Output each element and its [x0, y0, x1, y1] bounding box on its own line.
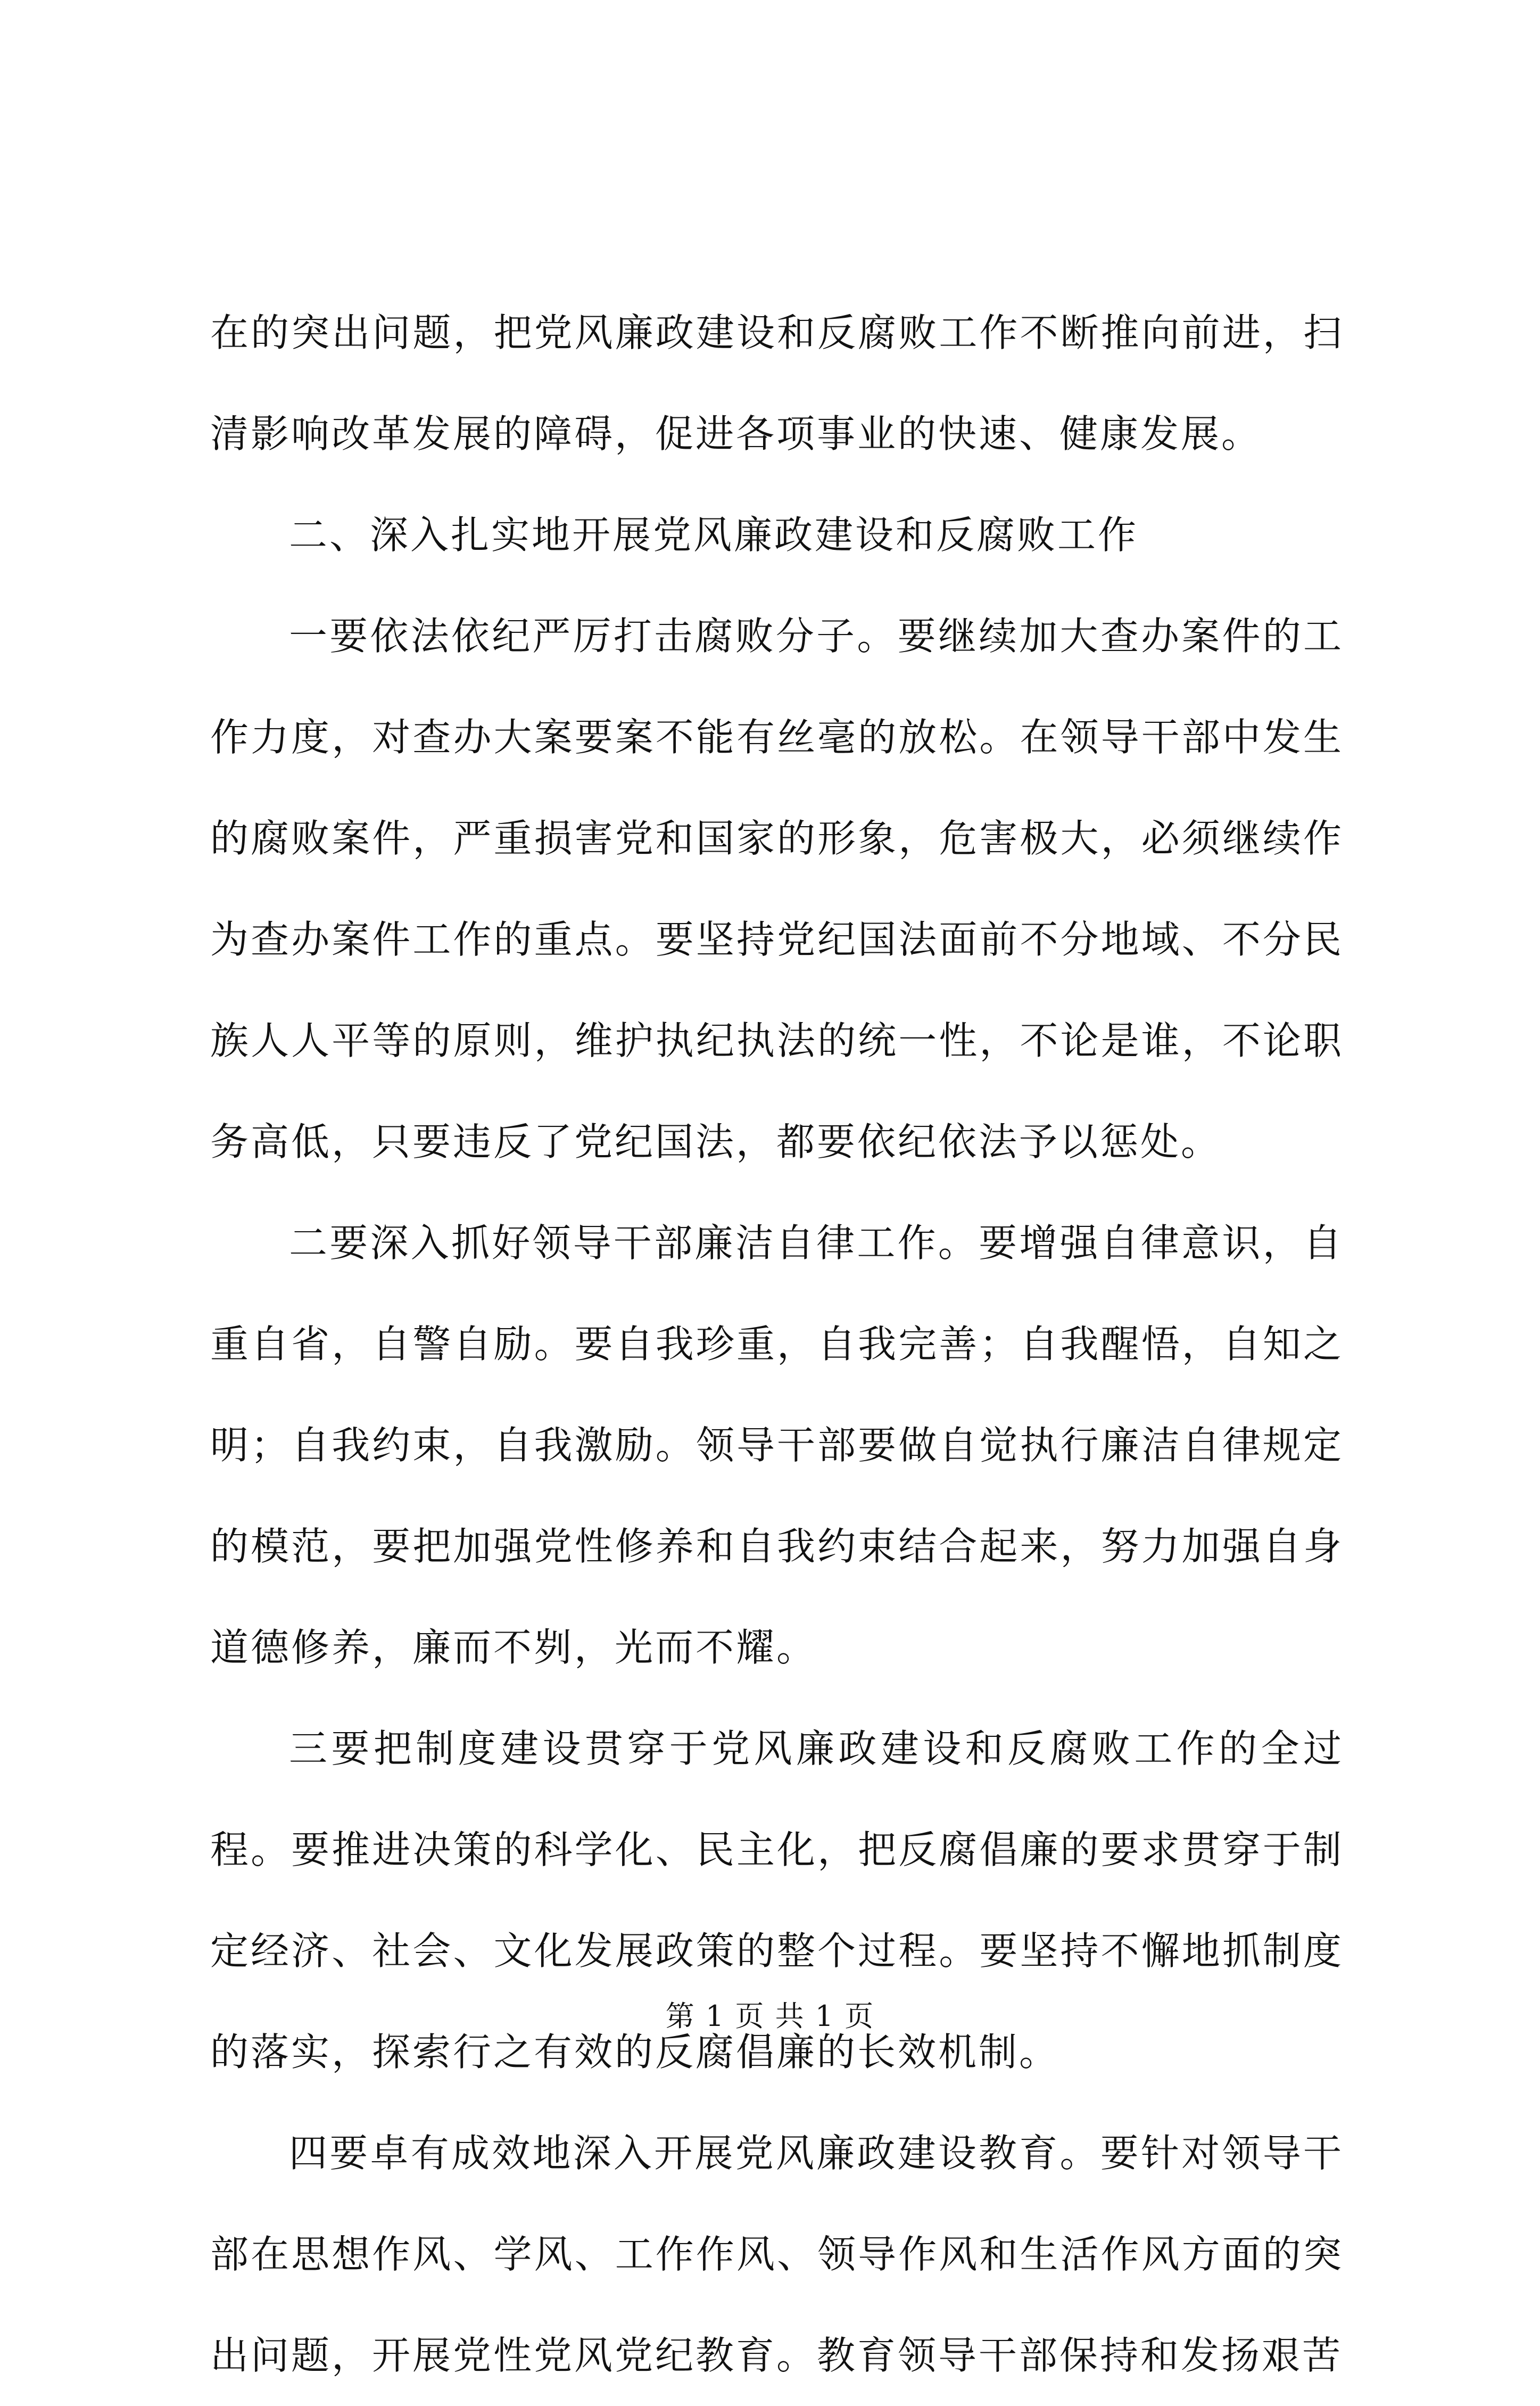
- paragraph-point-four: 四要卓有成效地深入开展党风廉政建设教育。要针对领导干部在思想作风、学风、工作作风、领导作风和生活作风方面的突出问题，开展党性党风党纪教育。教育领导干部保持和发扬艰苦: [210, 2131, 1344, 2378]
- paragraph-point-three: 三要把制度建设贯穿于党风廉政建设和反腐败工作的全过程。要推进决策的科学化、民主化，把反腐倡廉的要求贯穿于制定经济、社会、文化发展政策的整个过程。要坚持不懈地抓制度的落实，探索行之有效的反腐倡廉的长效机制。: [210, 1726, 1344, 2074]
- page-footer: 第 1 页 共 1 页: [665, 1999, 875, 2033]
- paragraph-point-one: 一要依法依纪严厉打击腐败分子。要继续加大查办案件的工作力度，对查办大案要案不能有丝毫的放松。在领导干部中发生的腐败案件，严重损害党和国家的形象，危害极大，必须继续作为查办案件工作的重点。要坚持党纪国法面前不分地域、不分民族人人平等的原则，维护执纪执法的统一性，不论是谁，不论职务高低，只要违反了党纪国法，都要依纪依法予以惩处。: [210, 614, 1344, 1164]
- document-body: [210, 282, 1344, 2406]
- paragraph-continuation: 在的突出问题，把党风廉政建设和反腐败工作不断推向前进，扫清影响改革发展的障碍，促进各项事业的快速、健康发展。: [210, 310, 1344, 456]
- paragraph-point-two: 二要深入抓好领导干部廉洁自律工作。要增强自律意识，自重自省，自警自励。要自我珍重，自我完善；自我醒悟，自知之明；自我约束，自我激励。领导干部要做自觉执行廉洁自律规定的模范，要把加强党性修养和自我约束结合起来，努力加强自身道德修养，廉而不刿，光而不耀。: [210, 1221, 1344, 1670]
- section-heading: 二、深入扎实地开展党风廉政建设和反腐败工作: [289, 513, 1139, 557]
